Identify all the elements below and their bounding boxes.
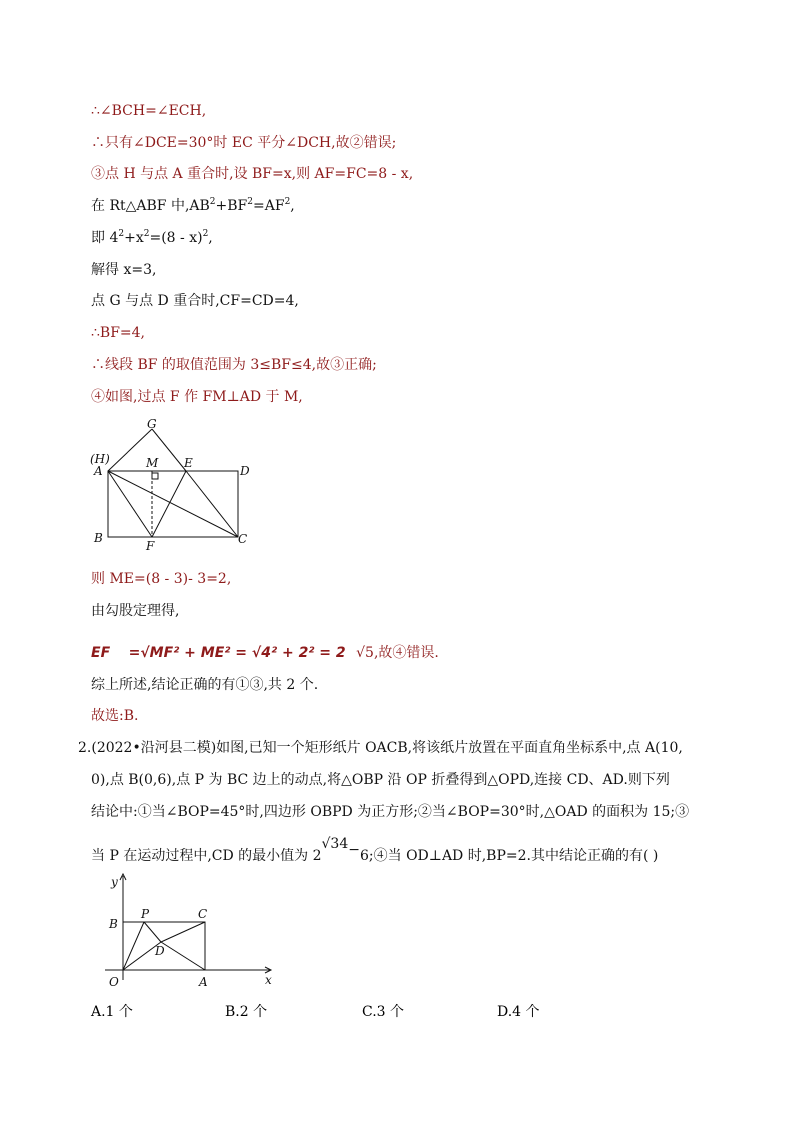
- label-o: O: [109, 975, 119, 989]
- solution-line-12: 由勾股定理得,: [91, 603, 180, 619]
- seg-ec: [186, 471, 238, 537]
- label-x: x: [265, 973, 272, 987]
- q4-minus: −: [348, 842, 360, 858]
- sup: 2: [202, 229, 209, 239]
- solution-line-1: ∴∠BCH=∠ECH,: [91, 103, 207, 119]
- solution-line-5: 即 $4^2+x^2=(8 - x)^2$,: [91, 229, 213, 246]
- seg-af: [108, 471, 152, 537]
- label-m: M: [146, 456, 159, 470]
- label-h: (H): [90, 452, 110, 466]
- seg-ef: [152, 471, 186, 537]
- line4-a: 在 Rt△ABF 中,AB: [91, 198, 210, 214]
- sup: 2: [143, 229, 150, 239]
- line5-a: 即 4: [91, 230, 119, 246]
- line5-b: +x: [124, 230, 144, 246]
- formula-tail: ,故④错误.: [373, 645, 439, 661]
- coordinate-figure: [95, 870, 285, 992]
- question-line-3: 结论中:①当∠BOP=45°时,四边形 OBPD 为正方形;②当∠BOP=30°时,△OAD 的面积为 15;③: [91, 804, 690, 820]
- sup: 2: [209, 197, 216, 207]
- solution-line-2: ∴只有∠DCE=30°时 EC 平分∠DCH,故②错误;: [91, 135, 397, 151]
- solution-line-11: 则 ME=(8 - 3)- 3=2,: [91, 571, 232, 587]
- solution-line-7: 点 G 与点 D 重合时,CF=CD=4,: [91, 293, 299, 309]
- label-a: A: [199, 975, 208, 989]
- option-b[interactable]: B.2 个: [225, 1004, 268, 1020]
- label-b: B: [94, 531, 103, 545]
- solution-line-8: ∴BF=4,: [91, 325, 145, 341]
- formula-body: =√MF² + ME² = √4² + 2² = 2: [128, 645, 346, 661]
- line5-c: =(8 - x): [149, 230, 203, 246]
- solution-line-10: ④如图,过点 F 作 FM⊥AD 于 M,: [91, 389, 303, 405]
- option-a[interactable]: A.1 个: [91, 1004, 133, 1020]
- question-line-4: [91, 836, 659, 865]
- label-p: P: [141, 907, 150, 921]
- seg-pd: [144, 922, 161, 942]
- line4-c: =AF: [253, 198, 285, 214]
- option-c[interactable]: C.3 个: [362, 1004, 405, 1020]
- solution-line-4: 在 Rt△ABF 中$,AB^2+BF^2=AF^2$,: [91, 197, 295, 214]
- solution-line-3: ③点 H 与点 A 重合时,设 BF=x,则 AF=FC=8 - x,: [91, 166, 414, 182]
- fold-figure: [86, 415, 256, 555]
- seg-dc: [161, 922, 205, 942]
- seg-ac: [108, 471, 238, 537]
- formula-ef: EF: [91, 645, 111, 661]
- q4-post: 6;④当 OD⊥AD 时,BP=2.其中结论正确的有( ): [360, 848, 659, 864]
- line4-b: +BF: [215, 198, 248, 214]
- question-line-2: 0),点 B(0,6),点 P 为 BC 边上的动点,将△OBP 沿 OP 折叠得到△OPD,连接 CD、AD.则下列: [91, 772, 670, 788]
- q4-sqrt34: √34: [321, 836, 349, 852]
- solution-line-14: 综上所述,结论正确的有①③,共 2 个.: [91, 677, 319, 693]
- label-f: F: [146, 539, 155, 553]
- label-a: A: [94, 464, 103, 478]
- label-e: E: [184, 456, 193, 470]
- label-d: D: [155, 944, 165, 958]
- sup: 2: [118, 229, 125, 239]
- formula-sqrt5: √5: [356, 645, 374, 661]
- solution-line-6: 解得 x=3,: [91, 262, 157, 278]
- label-c: C: [238, 532, 248, 546]
- sup: 2: [284, 197, 291, 207]
- label-b: B: [109, 917, 118, 931]
- solution-line-15: 故选:B.: [91, 708, 139, 724]
- label-c: C: [198, 907, 208, 921]
- right-angle-mark: [152, 473, 158, 479]
- formula-line: [91, 644, 439, 662]
- solution-line-9: ∴线段 BF 的取值范围为 3≤BF≤4,故③正确;: [91, 357, 377, 373]
- label-y: y: [111, 875, 118, 889]
- seg-da: [161, 942, 205, 970]
- sup: 2: [247, 197, 253, 207]
- question-line-1: 2.(2022•沿河县二模)如图,已知一个矩形纸片 OACB,将该纸片放置在平面直角坐标系中,点 A(10,: [78, 740, 683, 756]
- q4-pre: 当 P 在运动过程中,CD 的最小值为 2: [91, 848, 322, 864]
- option-d[interactable]: D.4 个: [497, 1004, 540, 1020]
- label-g: G: [147, 417, 157, 431]
- label-d: D: [240, 464, 250, 478]
